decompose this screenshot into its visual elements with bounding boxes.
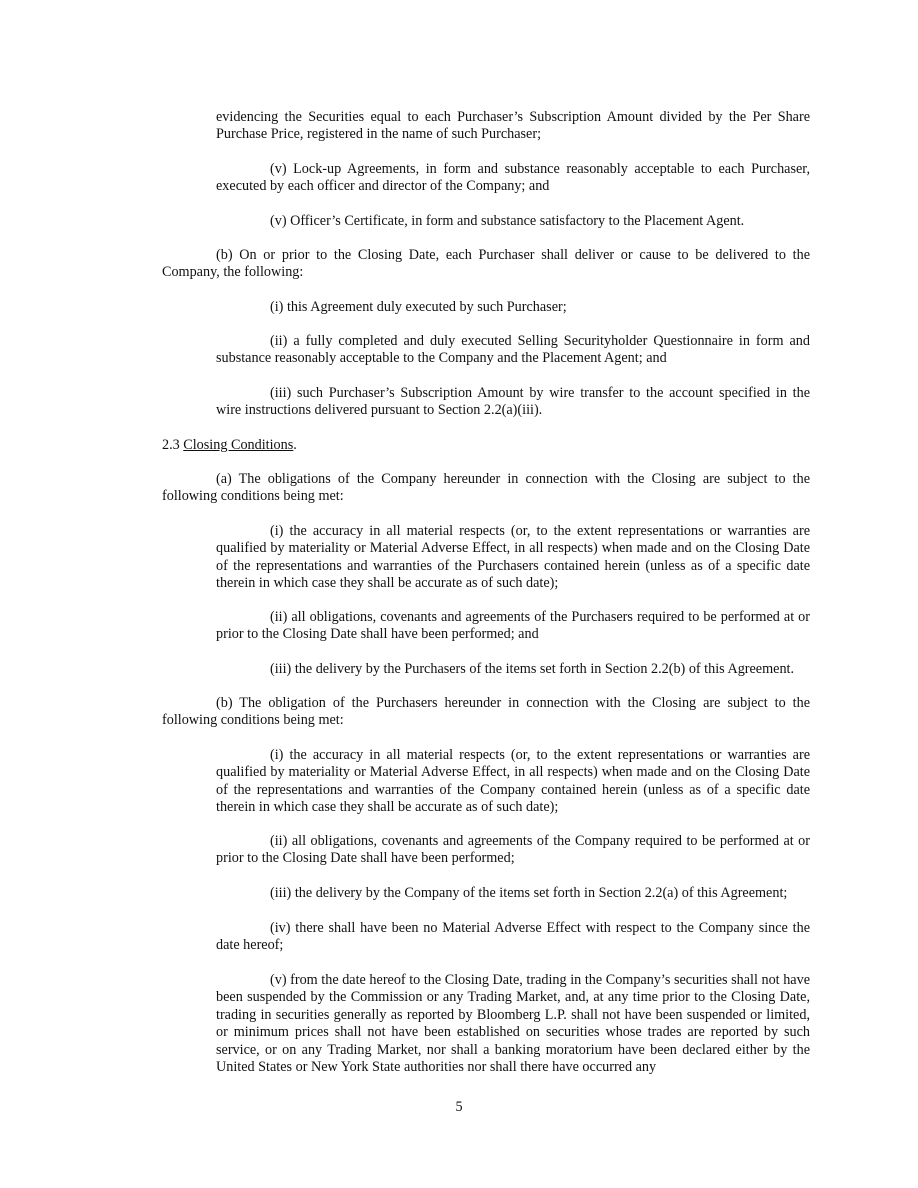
section-number: 2.3 [162,437,180,453]
paragraph-questionnaire: (ii) a fully completed and duly executed Selling Securityholder Questionnaire in form and substance reasonably acceptable to the Company and the Placement Agent; and [216,333,810,367]
paragraph-trading-conditions: (v) from the date hereof to the Closing Date, trading in the Company’s securities shall not have been suspended by the Commission or any Trading Market, and, at any time prior to the Closing Date, trading in securities generally as reported by Bloomberg L.P. shall not have been suspended or limited, or minimum prices shall not have been established on securities whose trades are reported by such service, or on any Trading Market, nor shall a banking moratorium have been declared either by the United States or New York State authorities nor shall there have occurred any [216,972,810,1076]
paragraph-purchaser-covenants: (ii) all obligations, covenants and agreements of the Purchasers required to be performed at or prior to the Closing Date shall have been performed; and [216,609,810,643]
paragraph-continuation: evidencing the Securities equal to each Purchaser’s Subscription Amount divided by the Per Share Purchase Price, registered in the name of such Purchaser; [216,109,810,143]
paragraph-officers-certificate: (v) Officer’s Certificate, in form and substance satisfactory to the Placement Agent. [270,213,745,229]
paragraph-purchaser-delivery-items: (iii) the delivery by the Purchasers of the items set forth in Section 2.2(b) of this Agreement. [270,661,795,677]
paragraph-purchasers-obligations: (b) The obligation of the Purchasers hereunder in connection with the Closing are subject to the following conditions being met: [162,695,810,729]
page-number: 5 [455,1099,463,1115]
paragraph-accuracy-purchasers: (i) the accuracy in all material respects (or, to the extent representations or warranties are qualified by materiality or Material Adverse Effect, in all respects) when made and on the Closing Date of the representations and warranties of the Purchasers contained herein (unless as of a specific date therein in which case they shall be accurate as of such date); [216,523,810,592]
paragraph-agreement-executed: (i) this Agreement duly executed by such Purchaser; [270,299,567,315]
paragraph-purchaser-deliveries: (b) On or prior to the Closing Date, each Purchaser shall deliver or cause to be delivered to the Company, the following: [162,247,810,281]
section-title: Closing Conditions [183,437,294,453]
paragraph-company-delivery-items: (iii) the delivery by the Company of the items set forth in Section 2.2(a) of this Agreement; [270,885,788,901]
paragraph-accuracy-company: (i) the accuracy in all material respects (or, to the extent representations or warranties are qualified by materiality or Material Adverse Effect, in all respects) when made and on the Closing Date of the representations and warranties of the Company contained herein (unless as of a specific date therein in which case they shall be accurate as of such date); [216,747,810,816]
paragraph-company-obligations: (a) The obligations of the Company hereunder in connection with the Closing are subject to the following conditions being met: [162,471,810,505]
paragraph-no-material-adverse-effect: (iv) there shall have been no Material Adverse Effect with respect to the Company since the date hereof; [216,920,810,954]
section-title-period: . [293,437,297,453]
paragraph-subscription-amount: (iii) such Purchaser’s Subscription Amount by wire transfer to the account specified in the wire instructions delivered pursuant to Section 2.2(a)(iii). [216,385,810,419]
section-heading [162,437,810,454]
paragraph-lockup-agreements: (v) Lock-up Agreements, in form and substance reasonably acceptable to each Purchaser, executed by each officer and director of the Company; and [216,161,810,195]
paragraph-company-covenants: (ii) all obligations, covenants and agreements of the Company required to be performed at or prior to the Closing Date shall have been performed; [216,833,810,867]
